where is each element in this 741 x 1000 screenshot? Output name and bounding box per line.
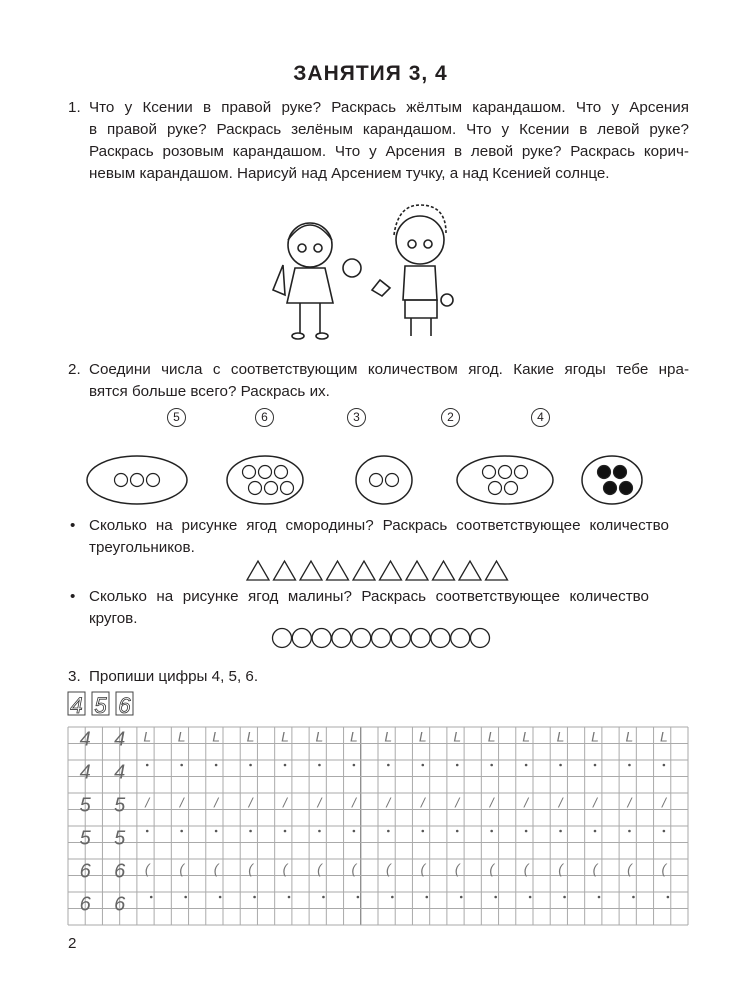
start-dot xyxy=(598,896,601,899)
digit-stroke-hint: / xyxy=(593,794,597,811)
digit-stroke-hint: / xyxy=(248,794,253,811)
start-dot xyxy=(391,896,394,899)
start-dot xyxy=(525,830,528,833)
start-dot xyxy=(529,896,532,899)
trace-digit: 5 xyxy=(79,827,91,850)
digit-stroke-hint: L xyxy=(281,728,289,745)
digit-stroke-hint: ( xyxy=(144,860,150,877)
digit-stroke-hint: L xyxy=(487,728,496,745)
trace-digit: 6 xyxy=(114,893,126,916)
digit-stroke-hint: / xyxy=(627,794,632,811)
start-dot xyxy=(494,896,497,899)
task-2-line: вятся больше всего? Раскрась их. xyxy=(89,383,330,400)
start-dot xyxy=(525,764,528,767)
start-dot xyxy=(594,830,597,833)
task-1-line: невым карандашом. Нарисуй над Арсением тучку, а над Ксенией солнце. xyxy=(89,165,610,182)
start-dot xyxy=(253,896,256,899)
start-dot xyxy=(663,830,666,833)
digit-stroke-hint: L xyxy=(418,728,427,745)
digit-stroke-hint: / xyxy=(489,794,494,811)
start-dot xyxy=(628,830,631,833)
digit-stroke-hint: L xyxy=(522,728,531,745)
start-dot xyxy=(288,896,291,899)
page-number: 2 xyxy=(68,935,77,952)
digit-stroke-hint: L xyxy=(212,728,221,745)
trace-digit: 4 xyxy=(114,761,126,784)
start-dot xyxy=(150,896,153,899)
start-dot xyxy=(353,764,356,767)
digit-stroke-hint: / xyxy=(386,794,391,811)
trace-digit: 5 xyxy=(79,794,91,817)
start-dot xyxy=(456,764,459,767)
start-dot xyxy=(663,764,666,767)
digit-stroke-hint: ( xyxy=(351,860,357,877)
digit-stroke-hint: ( xyxy=(627,860,632,877)
digit-stroke-hint: ( xyxy=(179,860,185,877)
task-2-number: 2. xyxy=(68,361,81,378)
start-dot xyxy=(425,896,428,899)
start-dot xyxy=(628,764,631,767)
sample-digit: 6 xyxy=(118,693,131,718)
digit-stroke-hint: L xyxy=(246,728,255,745)
digit-stroke-hint: ( xyxy=(558,860,563,877)
start-dot xyxy=(559,764,562,767)
number-circle[interactable]: 2 xyxy=(441,408,460,427)
trace-digit: 5 xyxy=(114,827,126,850)
start-dot xyxy=(219,896,222,899)
sample-digit: 4 xyxy=(70,693,83,718)
start-dot xyxy=(421,830,424,833)
start-dot xyxy=(353,830,356,833)
start-dot xyxy=(460,896,463,899)
bullet-2-line: Сколько на рисунке ягод малины? Раскрась соответствующее количество xyxy=(89,588,649,605)
digit-stroke-hint: ( xyxy=(489,860,495,877)
start-dot xyxy=(387,764,390,767)
start-dot xyxy=(318,764,321,767)
digit-stroke-hint: ( xyxy=(248,860,253,877)
digit-stroke-hint: ( xyxy=(213,860,219,877)
start-dot xyxy=(667,896,670,899)
start-dot xyxy=(456,830,459,833)
trace-digit: 6 xyxy=(79,893,91,916)
task-1-number: 1. xyxy=(68,99,81,116)
digit-stroke-hint: ( xyxy=(385,860,391,877)
digit-stroke-hint: ( xyxy=(661,860,667,877)
start-dot xyxy=(184,896,187,899)
trace-digit: 4 xyxy=(114,728,126,751)
digit-stroke-hint: ( xyxy=(420,860,426,877)
start-dot xyxy=(322,896,325,899)
digit-stroke-hint: / xyxy=(179,794,184,811)
digit-stroke-hint: L xyxy=(315,728,324,745)
digit-stroke-hint: / xyxy=(420,794,425,811)
start-dot xyxy=(632,896,635,899)
start-dot xyxy=(490,764,493,767)
task-1-line: Раскрась розовым карандашом. Что у Арсения в левой руке? Раскрась корич- xyxy=(89,143,689,160)
digit-stroke-hint: / xyxy=(283,794,287,811)
start-dot xyxy=(559,830,562,833)
sample-digit: 5 xyxy=(94,693,107,718)
number-circle[interactable]: 5 xyxy=(167,408,186,427)
digit-stroke-hint: ( xyxy=(592,860,598,877)
start-dot xyxy=(284,764,287,767)
task-3-number: 3. xyxy=(68,668,81,685)
bullet-2-line: кругов. xyxy=(89,610,138,627)
digit-stroke-hint: / xyxy=(524,794,529,811)
start-dot xyxy=(563,896,566,899)
digit-stroke-hint: / xyxy=(145,794,150,811)
start-dot xyxy=(357,896,360,899)
start-dot xyxy=(146,764,149,767)
digit-stroke-hint: / xyxy=(351,794,356,811)
trace-digit: 4 xyxy=(79,761,91,784)
digit-stroke-hint: L xyxy=(659,728,668,745)
start-dot xyxy=(249,764,252,767)
digit-stroke-hint: ( xyxy=(454,860,460,877)
bullet-icon: • xyxy=(70,517,76,534)
digit-stroke-hint: / xyxy=(661,794,666,811)
page-title: ЗАНЯТИЯ 3, 4 xyxy=(293,62,448,85)
start-dot xyxy=(490,830,493,833)
task-1-line: Что у Ксении в правой руке? Раскрась жёлтым карандашом. Что у Арсения xyxy=(89,99,689,116)
digit-stroke-hint: L xyxy=(453,728,462,745)
digit-stroke-hint: L xyxy=(556,728,565,745)
start-dot xyxy=(421,764,424,767)
trace-digit: 5 xyxy=(114,794,126,817)
start-dot xyxy=(215,830,218,833)
bullet-1-line: треугольников. xyxy=(89,539,195,556)
start-dot xyxy=(387,830,390,833)
digit-stroke-hint: L xyxy=(349,728,358,745)
digit-stroke-hint: / xyxy=(455,794,460,811)
digit-stroke-hint: L xyxy=(143,728,152,745)
trace-digit: 6 xyxy=(114,860,126,883)
start-dot xyxy=(284,830,287,833)
digit-stroke-hint: / xyxy=(214,794,219,811)
digit-stroke-hint: ( xyxy=(317,860,322,877)
number-circle[interactable]: 6 xyxy=(255,408,274,427)
digit-stroke-hint: L xyxy=(591,728,599,745)
start-dot xyxy=(249,830,252,833)
digit-stroke-hint: L xyxy=(384,728,393,745)
start-dot xyxy=(594,764,597,767)
number-circle[interactable]: 3 xyxy=(347,408,366,427)
bullet-icon: • xyxy=(70,588,76,605)
digit-stroke-hint: ( xyxy=(282,860,288,877)
start-dot xyxy=(180,830,183,833)
digit-stroke-hint: / xyxy=(317,794,322,811)
start-dot xyxy=(146,830,149,833)
task-2-line: Соедини числа с соответствующим количеством ягод. Какие ягоды тебе нра- xyxy=(89,361,689,378)
start-dot xyxy=(180,764,183,767)
bullet-1-line: Сколько на рисунке ягод смородины? Раскрась соответствующее количество xyxy=(89,517,669,534)
task-3-text: Пропиши цифры 4, 5, 6. xyxy=(89,668,259,685)
trace-digit: 6 xyxy=(79,860,91,883)
trace-digit: 4 xyxy=(79,728,91,751)
number-circle[interactable]: 4 xyxy=(531,408,550,427)
digit-stroke-hint: ( xyxy=(523,860,529,877)
digit-stroke-hint: L xyxy=(177,728,186,745)
digit-stroke-hint: L xyxy=(625,728,634,745)
start-dot xyxy=(318,830,321,833)
start-dot xyxy=(215,764,218,767)
task-1-line: в правой руке? Раскрась зелёным карандашом. Что у Ксении в левой руке? xyxy=(89,121,689,138)
digit-stroke-hint: / xyxy=(558,794,563,811)
